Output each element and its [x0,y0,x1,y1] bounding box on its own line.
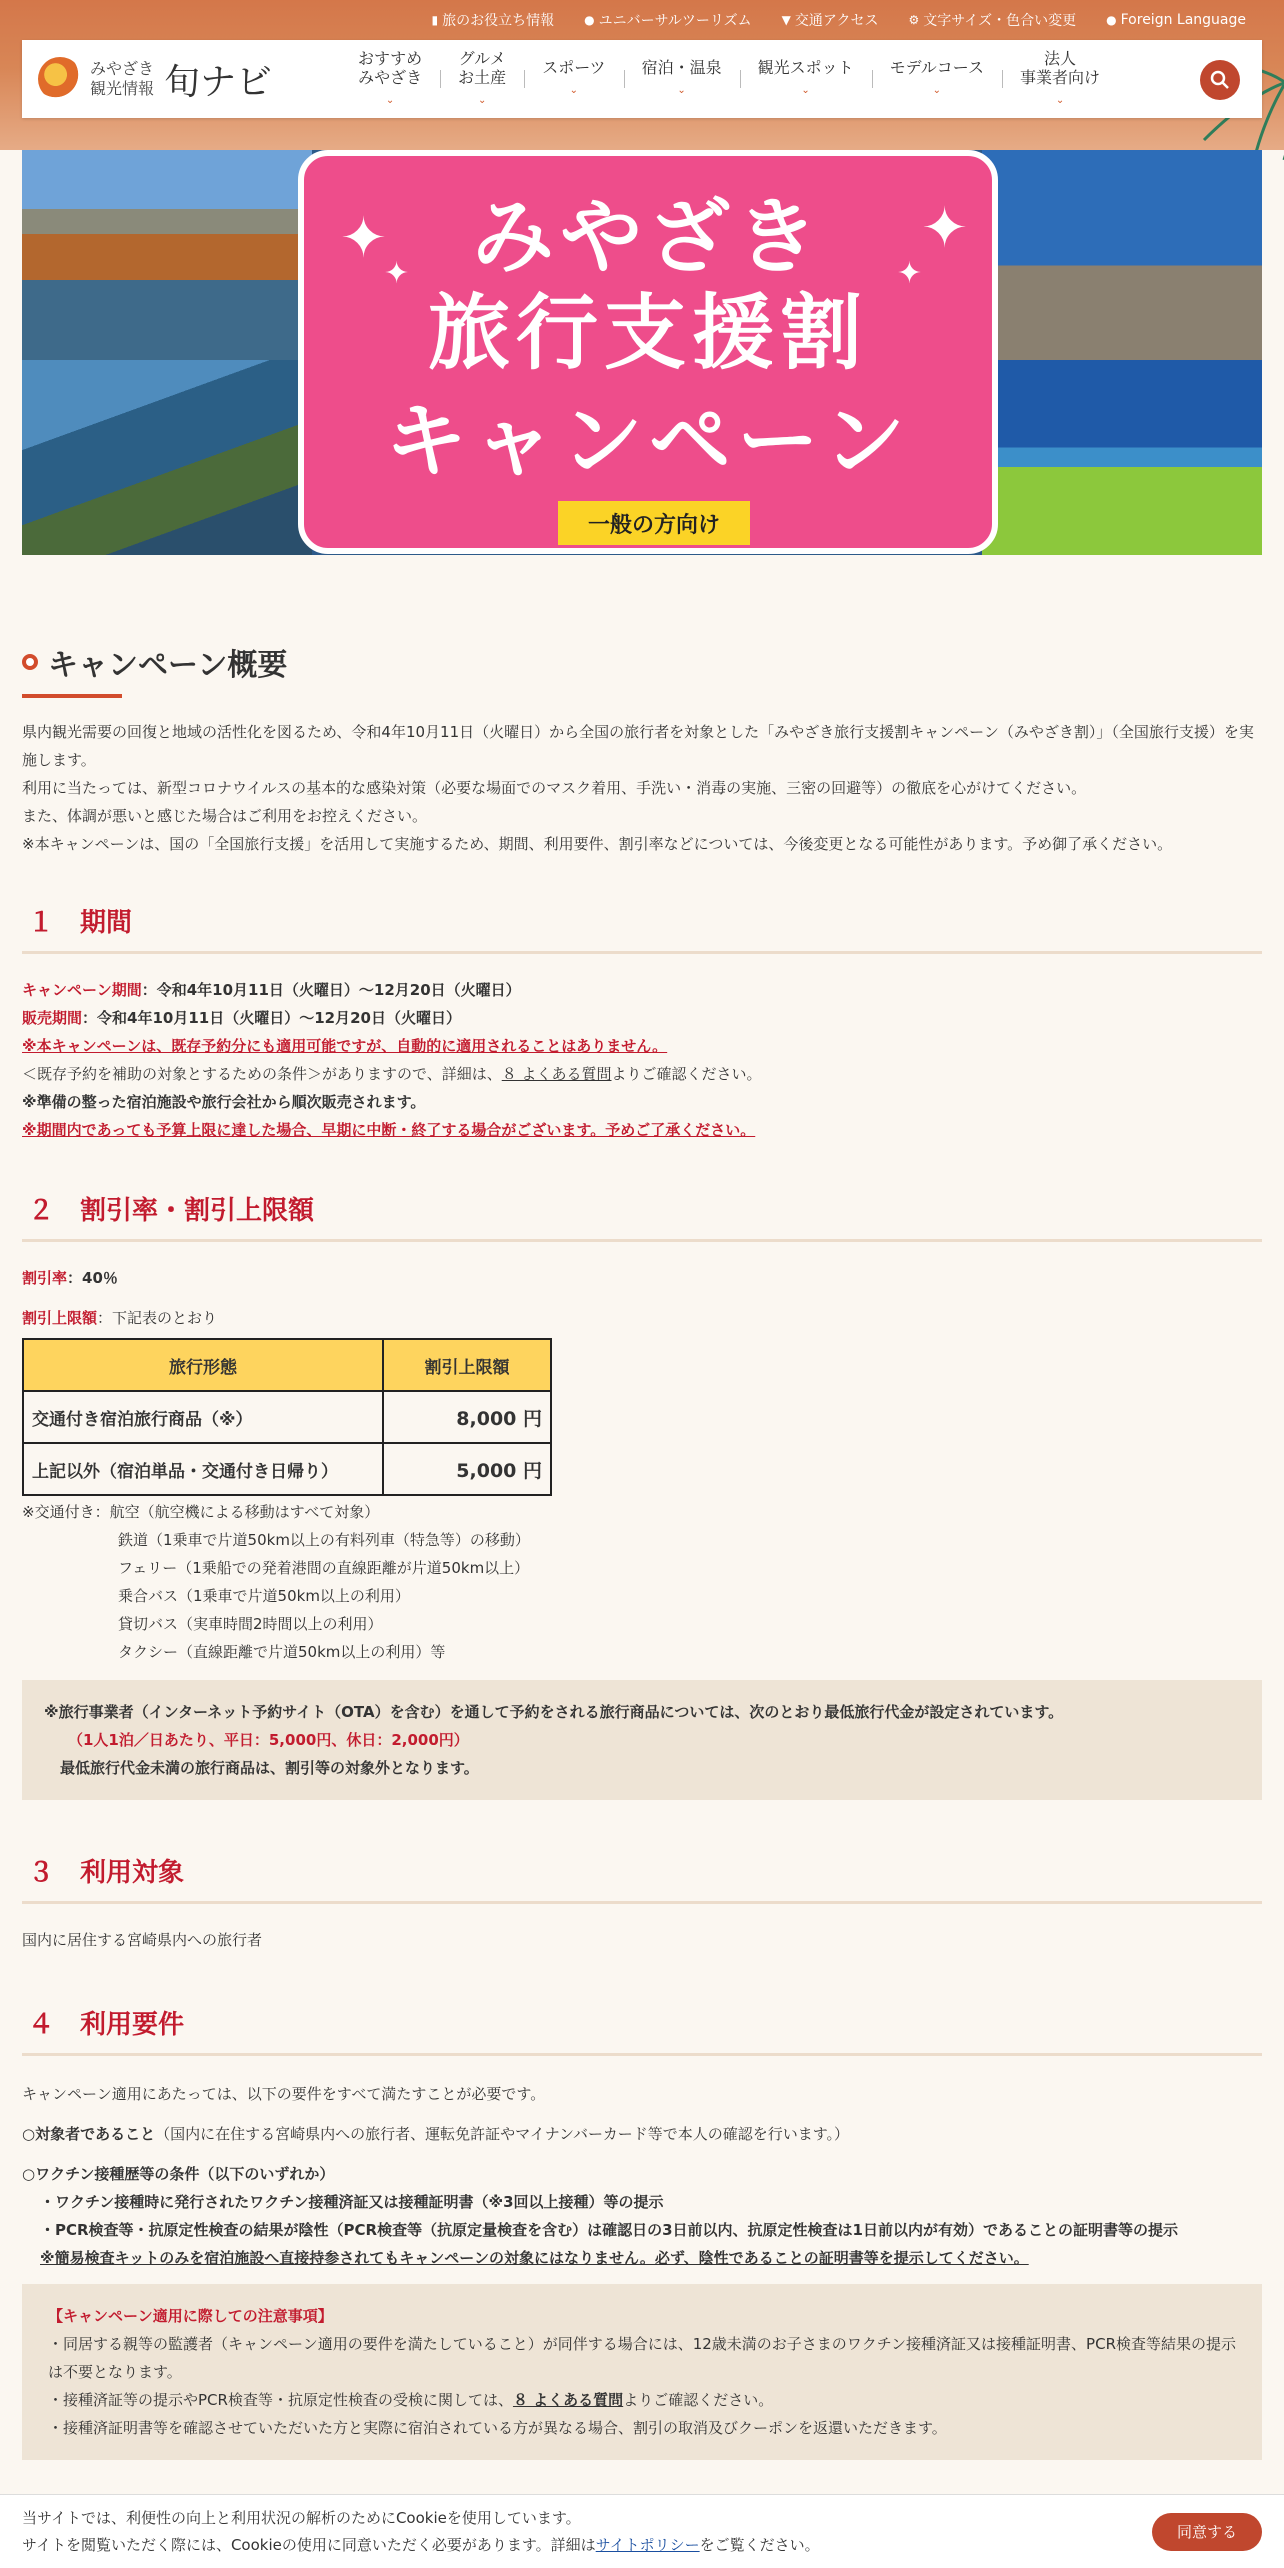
campaign-period-label: キャンペーン期間 [22,981,142,999]
transport-note-head: ※交通付き：航空（航空機による移動はすべて対象） [22,1503,380,1521]
period-note-sales: ※準備の整った宿泊施設や旅行会社から順次販売されます。 [22,1093,426,1111]
heading-dot-icon [22,654,38,670]
caution-line: ・同居する親等の監護者（キャンペーン適用の要件を満たしていること）が同伴する場合には、12歳未満のお子さまのワクチン接種済証又は接種証明書、PCR検査等結果の提示は不要となります。 [48,2335,1236,2381]
section-heading-overview [22,640,1262,684]
utility-link-travel-info[interactable] [432,10,555,30]
nav-item-label: 観光スポット [757,58,854,77]
sales-period-value: ：令和4年10月11日（火曜日）～12月20日（火曜日） [82,1009,461,1027]
table-cell: 交通付き宿泊旅行商品（※） [23,1391,383,1443]
cookie-consent-bar [0,2494,1284,2568]
table-cell: 5,000 円 [383,1443,551,1495]
utility-link-label: ユニバーサルツーリズム [598,13,752,29]
logo-line-1: みやざき [90,59,155,78]
overview-paragraph: 利用に当たっては、新型コロナウイルスの基本的な感染対策（必要な場面でのマスク着用、手洗い・消毒の実施、三密の回避等）の徹底を心がけてください。 [22,779,1087,797]
table-row [23,1443,551,1495]
overview-paragraph: 県内観光需要の回復と地域の活性化を図るため、令和4年10月11日（火曜日）から全国の旅行者を対象とした「みやざき旅行支援割キャンペーン（みやざき割）」（全国旅行支援）を実施します。 [22,723,1254,769]
caution-line [48,2386,1240,2414]
caution-text: よりご確認ください。 [623,2391,774,2409]
cookie-text: サイトを閲覧いただく際には、Cookieの使用に同意いただく必要があります。詳細は [22,2536,596,2554]
utility-link-text-size[interactable] [908,10,1076,30]
chevron-down-icon: ⌄ [801,85,810,96]
logo-text [90,59,154,99]
section-heading-text: キャンペーン概要 [48,648,288,683]
transport-note-item: 貸切バス（実車時間2時間以上の利用） [118,1615,383,1633]
sparkle-icon: ✦ [896,256,922,291]
section-heading-target: ３ 利用対象 [22,1852,1262,1904]
cookie-text-2 [22,2532,1262,2559]
table-cell: 上記以外（宿泊単品・交通付き日帰り） [23,1443,383,1495]
campaign-period-value: ：令和4年10月11日（火曜日）～12月20日（火曜日） [141,981,521,999]
requirement-title: ○対象者であること [22,2125,156,2143]
hero-photo-mountain-lake [22,150,312,360]
transport-note-item: フェリー（1乗船での発着港間の直線距離が片道50km以上） [118,1559,530,1577]
site-logo[interactable] [38,54,328,105]
utility-link-access[interactable] [782,10,879,30]
hero-photo-wild-horses [982,360,1262,555]
main-navigation [22,40,1262,118]
hero-title-line-3: キャンペーン [384,394,912,489]
utility-link-universal-tourism[interactable] [584,10,752,30]
globe-icon: ● [584,13,595,27]
chevron-down-icon: ⌄ [677,85,686,96]
campaign-caution-box [22,2284,1262,2460]
nav-item-lodging[interactable] [624,48,740,110]
utility-link-foreign-language[interactable] [1106,10,1246,30]
caution-text: ・接種済証等の提示やPCR検査等・抗原定性検査の受検に関しては、 [48,2391,513,2409]
discount-rate [22,1264,1262,1292]
notice-line: 最低旅行代金未満の旅行商品は、割引等の対象外となります。 [60,1759,479,1777]
nav-item-business[interactable] [1002,48,1118,110]
campaign-period [22,976,1262,1004]
nav-item-label: モデルコース [889,58,984,77]
cookie-text: 当サイトでは、利便性の向上と利用状況の解析のためにCookieを使用しています。 [22,2509,581,2527]
chevron-down-icon: ⌄ [569,85,579,96]
cookie-accept-button[interactable]: 同意する [1152,2513,1262,2551]
logo-line-2: 観光情報 [90,79,155,98]
requirement-vaccine-item: ・PCR検査等・抗原定性検査の結果が陰性（PCR検査等（抗原定量検査を含む）は確認日の3日前以内、抗原定性検査は1日前以内が有効）であることの証明書等の提示 [40,2221,1178,2239]
note-text: ＜既存予約を補助の対象とするための条件＞がありますので、詳細は、 [22,1065,502,1083]
hero-banner [22,150,1262,555]
hero-audience-badge: 一般の方向け [558,501,750,545]
nav-item-label: 宿泊・温泉 [641,58,722,77]
globe-icon: ● [1106,13,1117,27]
nav-item-label: おすすめ [358,48,423,68]
transport-note-item: タクシー（直線距離で片道50km以上の利用）等 [118,1643,446,1661]
nav-item-label: 事業者向け [1020,67,1101,87]
search-button[interactable] [1200,60,1240,100]
nav-item-gourmet[interactable] [440,48,524,110]
overview-paragraph: ※本キャンペーンは、国の「全国旅行支援」を活用して実施するため、期間、利用要件、割引率などについては、今後変更となる可能性があります。予め御了承ください。 [22,835,1173,853]
target-text: 国内に居住する宮崎県内への旅行者 [22,1931,263,1949]
nav-item-label: スポーツ [542,58,606,77]
sales-period [22,1004,1262,1032]
transport-note-item: 乗合バス（1乗車で片道50km以上の利用） [118,1587,410,1605]
table-header: 割引上限額 [383,1339,551,1391]
discount-limit-table [22,1338,552,1496]
sparkle-icon: ✦ [384,256,410,291]
faq-link[interactable]: ８ よくある質問 [501,1065,612,1083]
table-cell: 8,000 円 [383,1391,551,1443]
requirements-intro: キャンペーン適用にあたっては、以下の要件をすべて満たすことが必要です。 [22,2085,546,2103]
hero-title-line-1: みやざき [471,190,824,285]
caution-title: 【キャンペーン適用に際しての注意事項】 [48,2307,333,2325]
gear-icon: ⚙ [908,13,920,27]
main-content [22,620,1262,2460]
nav-item-label: 法人 [1044,48,1077,68]
cookie-text: をご覧ください。 [699,2536,820,2554]
table-row [23,1391,551,1443]
discount-rate-value: ：40％ [67,1269,118,1287]
requirement-detail: （国内に在住する宮崎県内への旅行者、運転免許証やマイナンバーカード等で本人の確認を行います。） [155,2125,849,2143]
nav-item-model-course[interactable] [872,48,1002,110]
discount-limit [22,1304,1262,1332]
sparkle-icon: ✦ [340,206,387,271]
chevron-down-icon: ⌄ [385,94,395,106]
chevron-down-icon: ⌄ [1055,94,1065,106]
transport-note-item: 鉄道（1乗車で片道50km以上の有料列車（特急等）の移動） [118,1531,530,1549]
discount-rate-label: 割引率 [22,1269,68,1287]
table-header: 旅行形態 [23,1339,383,1391]
utility-link-label: 文字サイズ・色合い変更 [923,13,1077,29]
bookmark-icon: ▮ [431,13,439,27]
nav-menu [340,48,1118,110]
nav-item-spots[interactable] [740,48,872,110]
notice-line: （1人1泊／日あたり、平日：5,000円、休日：2,000円） [68,1731,469,1749]
hero-photo-palm-beach [982,150,1262,360]
section-heading-discount: ２ 割引率・割引上限額 [22,1190,1262,1242]
caution-line: ・接種済証明書等を確認させていただいた方と実際に宿泊されている方が異なる場合、割引の取消及びクーポンを返還いただきます。 [48,2419,947,2437]
chevron-down-icon: ⌄ [932,85,941,96]
nav-item-label: グルメ [458,48,506,68]
utility-bar [432,10,1246,30]
nav-item-label: お土産 [458,67,507,87]
requirement-eligibility [22,2120,1262,2148]
nav-item-recommended[interactable] [340,48,440,110]
note-text: よりご確認ください。 [611,1065,762,1083]
utility-link-label: Foreign Language [1120,12,1246,28]
faq-link[interactable]: ８ よくある質問 [512,2391,624,2409]
requirement-vaccine-item: ・ワクチン接種時に発行されたワクチン接種済証又は接種証明書（※3回以上接種）等の提示 [40,2193,664,2211]
minimum-price-notice [22,1680,1262,1800]
notice-line: ※旅行事業者（インターネット予約サイト（OTA）を含む）を通して予約をされる旅行商品については、次のとおり最低旅行代金が設定されています。 [44,1703,1064,1721]
period-note-conditions [22,1060,1262,1088]
heading-underline [22,694,122,698]
period-note-budget: ※期間内であっても予算上限に達した場合、早期に中断・終了する場合がございます。予めご了承ください。 [22,1121,756,1139]
logo-brand: 旬ナビ [164,61,273,103]
hero-title-line-2: 旅行支援割 [427,286,868,381]
overview-paragraph: また、体調が悪いと感じた場合はご利用をお控えください。 [22,807,428,825]
table-header-row [23,1339,551,1391]
hero-photo-coast [22,360,312,555]
requirement-vaccine-head: ○ワクチン接種歴等の条件（以下のいずれか） [22,2165,335,2183]
site-policy-link[interactable]: サイトポリシー [595,2536,700,2554]
nav-item-sports[interactable] [524,48,623,110]
sparkle-icon: ✦ [921,196,968,261]
period-note-existing: ※本キャンペーンは、既存予約分にも適用可能ですが、自動的に適用されることはありません。 [22,1037,668,1055]
discount-limit-label: 割引上限額 [22,1309,98,1327]
chevron-down-icon: ⌄ [477,94,487,106]
logo-mark-icon [38,57,82,101]
section-heading-requirements: ４ 利用要件 [22,2004,1262,2056]
pin-icon: ▼ [781,13,791,27]
search-icon [1210,70,1230,90]
section-heading-period: １ 期間 [22,902,1262,954]
nav-item-label: みやざき [358,67,423,87]
utility-link-label: 旅のお役立ち情報 [442,13,555,29]
discount-limit-value: ：下記表のとおり [97,1309,218,1327]
utility-link-label: 交通アクセス [794,13,879,29]
requirement-vaccine-note: ※簡易検査キットのみを宿泊施設へ直接持参されてもキャンペーンの対象にはなりません。必ず、陰性であることの証明書等を提示してください。 [40,2249,1029,2267]
sales-period-label: 販売期間 [22,1009,83,1027]
hero-campaign-card [298,150,998,554]
